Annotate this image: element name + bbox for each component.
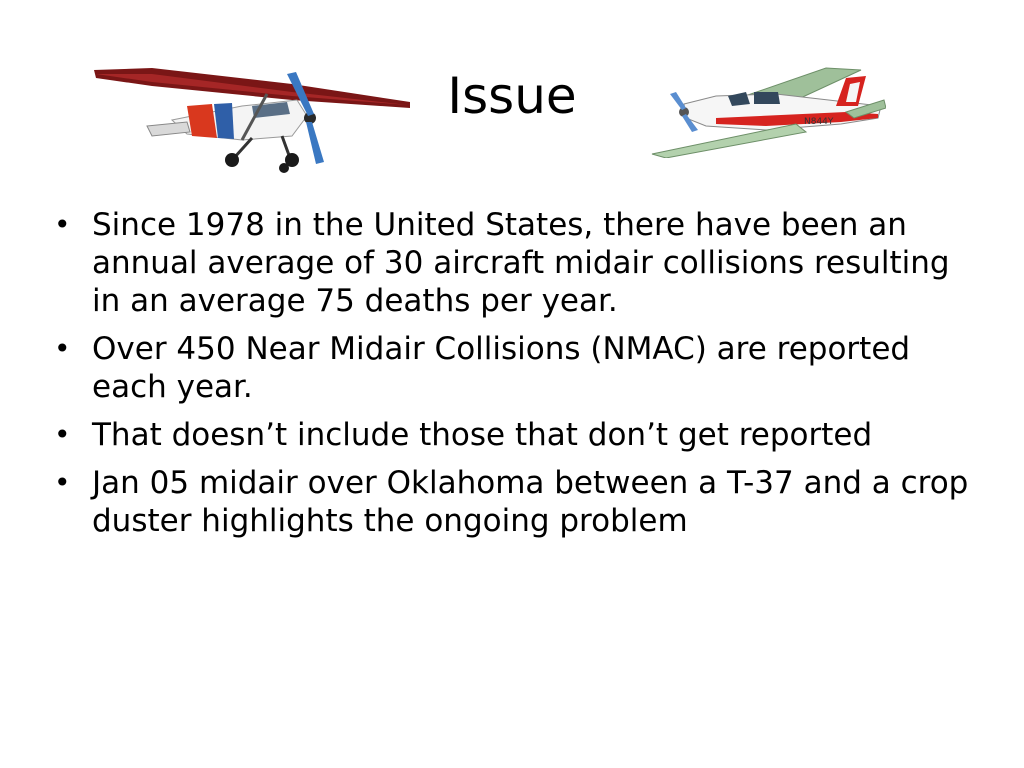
bullet-text: Over 450 Near Midair Collisions (NMAC) are reported each year. bbox=[92, 331, 911, 405]
bullet-text: That doesn’t include those that don’t get reported bbox=[92, 417, 873, 453]
bullet-list bbox=[52, 206, 972, 550]
bullet-item bbox=[52, 464, 972, 540]
bullet-dot-icon: • bbox=[54, 332, 71, 365]
bullet-dot-icon: • bbox=[54, 418, 71, 451]
bullet-text: Jan 05 midair over Oklahoma between a T-37 and a crop duster highlights the ongoing problem bbox=[92, 465, 969, 539]
tail-marking: N844Y bbox=[804, 117, 834, 127]
bullet-text: Since 1978 in the United States, there have been an annual average of 30 aircraft midair collisions resulting in an average 75 deaths per year. bbox=[92, 207, 950, 319]
bullet-dot-icon: • bbox=[54, 208, 71, 241]
bullet-item bbox=[52, 206, 972, 320]
bullet-item bbox=[52, 416, 972, 454]
low-wing-airplane-icon bbox=[646, 66, 886, 158]
bullet-item bbox=[52, 330, 972, 406]
slide-title: Issue bbox=[447, 67, 577, 125]
bullet-dot-icon: • bbox=[54, 466, 71, 499]
